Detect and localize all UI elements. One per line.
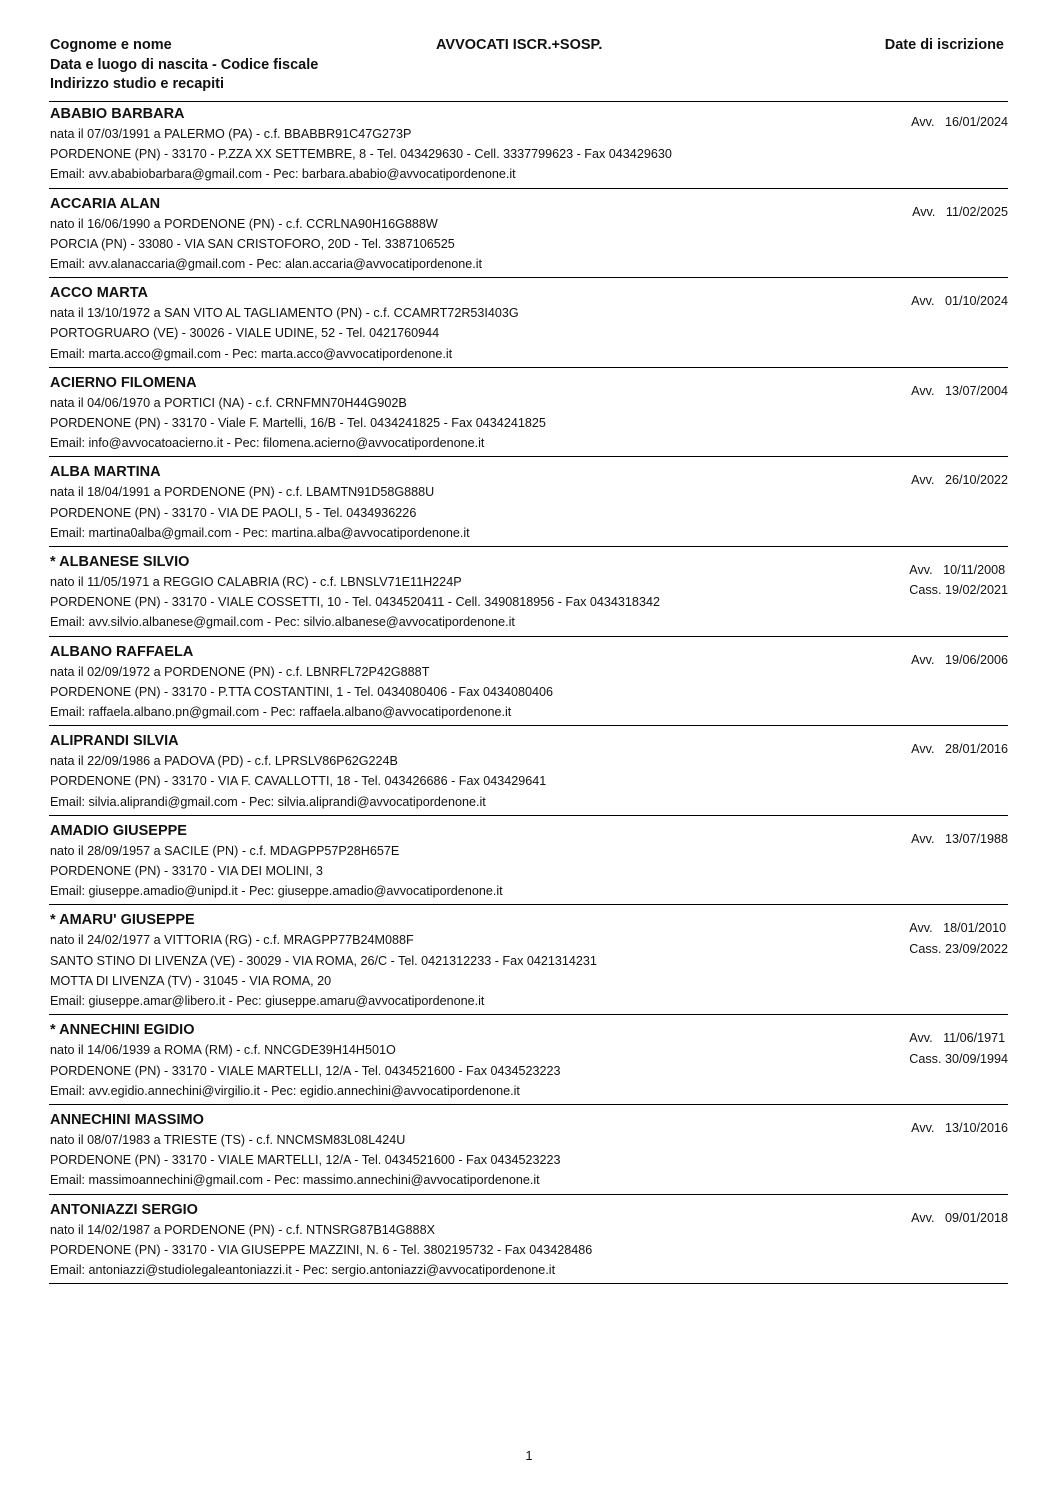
email-info: Email: antoniazzi@studiolegaleantoniazzi.it - Pec: sergio.antoniazzi@avvocatipordenone.it	[50, 1262, 556, 1277]
registration-dates	[911, 1208, 1008, 1228]
address-info: PORDENONE (PN) - 33170 - VIALE MARTELLI, 12/A - Tel. 0434521600 - Fax 0434523223	[50, 1153, 561, 1168]
email-info: Email: silvia.aliprandi@gmail.com - Pec: silvia.aliprandi@avvocatipordenone.it	[50, 794, 486, 809]
birth-info: nato il 11/05/1971 a REGGIO CALABRIA (RC) - c.f. LBNSLV71E11H224P	[50, 575, 462, 590]
entry-divider	[49, 1104, 1008, 1105]
birth-info: nato il 16/06/1990 a PORDENONE (PN) - c.f. CCRLNA90H16G888W	[50, 216, 438, 231]
lawyer-name: ALIPRANDI SILVIA	[50, 733, 179, 750]
birth-info: nato il 14/06/1939 a ROMA (RM) - c.f. NNCGDE39H14H501O	[50, 1043, 396, 1058]
header-label-address: Indirizzo studio e recapiti	[50, 76, 225, 92]
registration-date: Avv. 09/01/2018	[911, 1210, 1008, 1225]
registration-dates	[911, 829, 1008, 849]
birth-info: nata il 18/04/1991 a PORDENONE (PN) - c.f. LBAMTN91D58G888U	[50, 485, 435, 500]
address-info: PORDENONE (PN) - 33170 - P.TTA COSTANTINI, 1 - Tel. 0434080406 - Fax 0434080406	[50, 684, 554, 699]
lawyer-name: * ANNECHINI EGIDIO	[50, 1022, 195, 1039]
document-title: AVVOCATI ISCR.+SOSP.	[436, 37, 603, 53]
cassation-date: Cass. 23/09/2022	[909, 941, 1008, 956]
lawyer-list	[49, 102, 1008, 1287]
cassation-date: Cass. 30/09/1994	[909, 1051, 1008, 1066]
birth-info: nata il 04/06/1970 a PORTICI (NA) - c.f. CRNFMN70H44G902B	[50, 395, 407, 410]
email-info: Email: giuseppe.amadio@unipd.it - Pec: giuseppe.amadio@avvocatipordenone.it	[50, 884, 503, 899]
address-info: SANTO STINO DI LIVENZA (VE) - 30029 - VIA ROMA, 26/C - Tel. 0421312233 - Fax 0421314231	[50, 953, 597, 968]
email-info: Email: avv.alanaccaria@gmail.com - Pec: alan.accaria@avvocatipordenone.it	[50, 257, 483, 272]
lawyer-entry	[49, 819, 1008, 906]
registration-date: Avv. 01/10/2024	[911, 294, 1008, 309]
email-info: Email: raffaela.albano.pn@gmail.com - Pec: raffaela.albano@avvocatipordenone.it	[50, 705, 512, 720]
lawyer-name: ACCARIA ALAN	[50, 195, 161, 212]
email-info: Email: giuseppe.amar@libero.it - Pec: giuseppe.amaru@avvocatipordenone.it	[50, 994, 485, 1009]
lawyer-name: ANNECHINI MASSIMO	[50, 1111, 204, 1128]
lawyer-entry	[49, 460, 1008, 547]
lawyer-entry	[49, 1108, 1008, 1195]
entry-divider	[49, 636, 1008, 637]
lawyer-name: ACIERNO FILOMENA	[50, 374, 197, 391]
email-info: Email: avv.egidio.annechini@virgilio.it - Pec: egidio.annechini@avvocatipordenone.it	[50, 1083, 520, 1098]
lawyer-name: ACCO MARTA	[50, 285, 148, 302]
lawyer-entry	[49, 192, 1008, 279]
address-info: PORDENONE (PN) - 33170 - VIA F. CAVALLOTTI, 18 - Tel. 043426686 - Fax 043429641	[50, 774, 547, 789]
registration-date: Avv. 11/06/1971	[909, 1031, 1006, 1046]
address-info: PORDENONE (PN) - 33170 - Viale F. Martelli, 16/B - Tel. 0434241825 - Fax 0434241825	[50, 416, 546, 431]
birth-info: nata il 07/03/1991 a PALERMO (PA) - c.f. BBABBR91C47G273P	[50, 127, 412, 141]
page-number: 1	[525, 1448, 533, 1463]
email-info: Email: martina0alba@gmail.com - Pec: martina.alba@avvocatipordenone.it	[50, 525, 470, 540]
birth-info: nata il 13/10/1972 a SAN VITO AL TAGLIAMENTO (PN) - c.f. CCAMRT72R53I403G	[50, 306, 519, 321]
header-label-birth: Data e luogo di nascita - Codice fiscale	[50, 56, 319, 73]
registration-date: Avv. 13/07/2004	[911, 383, 1008, 398]
entry-divider	[49, 367, 1008, 368]
registration-date: Avv. 28/01/2016	[911, 742, 1008, 757]
registration-date: Avv. 18/01/2010	[909, 921, 1007, 936]
lawyer-name: * AMARU' GIUSEPPE	[50, 912, 195, 929]
entry-divider	[49, 815, 1008, 816]
address-info: PORDENONE (PN) - 33170 - VIALE COSSETTI, 10 - Tel. 0434520411 - Cell. 3490818956 - Fax 0434318342	[50, 595, 660, 610]
birth-info: nato il 14/02/1987 a PORDENONE (PN) - c.f. NTNSRG87B14G888X	[50, 1222, 435, 1237]
lawyer-entry	[49, 640, 1008, 727]
registration-date: Avv. 13/10/2016	[911, 1120, 1008, 1135]
address-info: PORDENONE (PN) - 33170 - VIA GIUSEPPE MAZZINI, N. 6 - Tel. 3802195732 - Fax 043428486	[50, 1242, 593, 1257]
registration-dates	[909, 560, 1008, 600]
registration-date: Avv. 10/11/2008	[909, 563, 1006, 578]
birth-info: nato il 24/02/1977 a VITTORIA (RG) - c.f. MRAGPP77B24M088F	[50, 933, 414, 948]
registration-dates	[911, 739, 1008, 759]
email-info: Email: marta.acco@gmail.com - Pec: marta.acco@avvocatipordenone.it	[50, 346, 453, 361]
address-info: PORDENONE (PN) - 33170 - VIALE MARTELLI, 12/A - Tel. 0434521600 - Fax 0434523223	[50, 1063, 561, 1078]
email-info: Email: avv.silvio.albanese@gmail.com - Pec: silvio.albanese@avvocatipordenone.it	[50, 615, 515, 630]
address-info: PORDENONE (PN) - 33170 - P.ZZA XX SETTEMBRE, 8 - Tel. 043429630 - Cell. 3337799623 - Fax 043429630	[50, 147, 672, 162]
registration-dates	[911, 381, 1008, 401]
registration-date: Avv. 11/02/2025	[912, 204, 1008, 219]
lawyer-entry	[49, 1018, 1008, 1105]
entry-divider	[49, 456, 1008, 457]
registration-dates	[909, 1028, 1008, 1068]
entry-divider	[49, 904, 1008, 905]
email-info: Email: avv.ababiobarbara@gmail.com - Pec: barbara.ababio@avvocatipordenone.it	[50, 167, 516, 182]
registration-date: Avv. 13/07/1988	[911, 831, 1008, 846]
header-label-dates: Date di iscrizione	[884, 37, 1004, 53]
registration-dates	[911, 470, 1008, 490]
lawyer-name: ALBANO RAFFAELA	[50, 643, 194, 660]
address-info: PORDENONE (PN) - 33170 - VIA DEI MOLINI, 3	[50, 864, 323, 879]
registration-dates	[911, 112, 1008, 132]
lawyer-entry	[49, 102, 1008, 189]
registration-dates	[912, 202, 1008, 222]
address-info: PORCIA (PN) - 33080 - VIA SAN CRISTOFORO, 20D - Tel. 3387106525	[50, 236, 455, 251]
registration-date: Avv. 19/06/2006	[911, 652, 1008, 667]
cassation-date: Cass. 19/02/2021	[909, 583, 1008, 598]
header-label-name: Cognome e nome	[50, 37, 172, 53]
lawyer-name: ANTONIAZZI SERGIO	[50, 1201, 198, 1218]
lawyer-entry	[49, 371, 1008, 458]
entry-divider	[49, 1283, 1008, 1284]
lawyer-name: * ALBANESE SILVIO	[50, 554, 190, 571]
lawyer-name: ALBA MARTINA	[50, 464, 161, 481]
birth-info: nata il 22/09/1986 a PADOVA (PD) - c.f. LPRSLV86P62G224B	[50, 754, 398, 769]
address-info: PORDENONE (PN) - 33170 - VIA DE PAOLI, 5 - Tel. 0434936226	[50, 505, 417, 520]
registration-dates	[911, 1118, 1008, 1138]
registration-dates	[911, 650, 1008, 670]
entry-divider	[49, 277, 1008, 278]
birth-info: nata il 02/09/1972 a PORDENONE (PN) - c.f. LBNRFL72P42G888T	[50, 664, 430, 679]
entry-divider	[49, 546, 1008, 547]
registration-dates	[911, 291, 1008, 311]
email-info: Email: info@avvocatoacierno.it - Pec: filomena.acierno@avvocatipordenone.it	[50, 436, 485, 451]
registration-dates	[909, 918, 1008, 958]
entry-divider	[49, 725, 1008, 726]
registration-date: Avv. 26/10/2022	[911, 473, 1008, 488]
lawyer-name: AMADIO GIUSEPPE	[50, 822, 187, 839]
address-info: MOTTA DI LIVENZA (TV) - 31045 - VIA ROMA, 20	[50, 973, 332, 988]
header-column-labels	[50, 36, 318, 95]
entry-divider	[49, 188, 1008, 189]
entry-divider	[49, 1194, 1008, 1195]
lawyer-entry	[49, 729, 1008, 816]
entry-divider	[49, 1014, 1008, 1015]
lawyer-entry	[49, 908, 1008, 1015]
birth-info: nato il 28/09/1957 a SACILE (PN) - c.f. MDAGPP57P28H657E	[50, 843, 400, 858]
address-info: PORTOGRUARO (VE) - 30026 - VIALE UDINE, 52 - Tel. 0421760944	[50, 326, 440, 341]
lawyer-entry	[49, 281, 1008, 368]
email-info: Email: massimoannechini@gmail.com - Pec: massimo.annechini@avvocatipordenone.it	[50, 1173, 540, 1188]
lawyer-name: ABABIO BARBARA	[50, 106, 185, 122]
registration-date: Avv. 16/01/2024	[911, 115, 1008, 129]
lawyer-entry	[49, 550, 1008, 637]
birth-info: nato il 08/07/1983 a TRIESTE (TS) - c.f. NNCMSM83L08L424U	[50, 1132, 406, 1147]
lawyer-entry	[49, 1198, 1008, 1285]
